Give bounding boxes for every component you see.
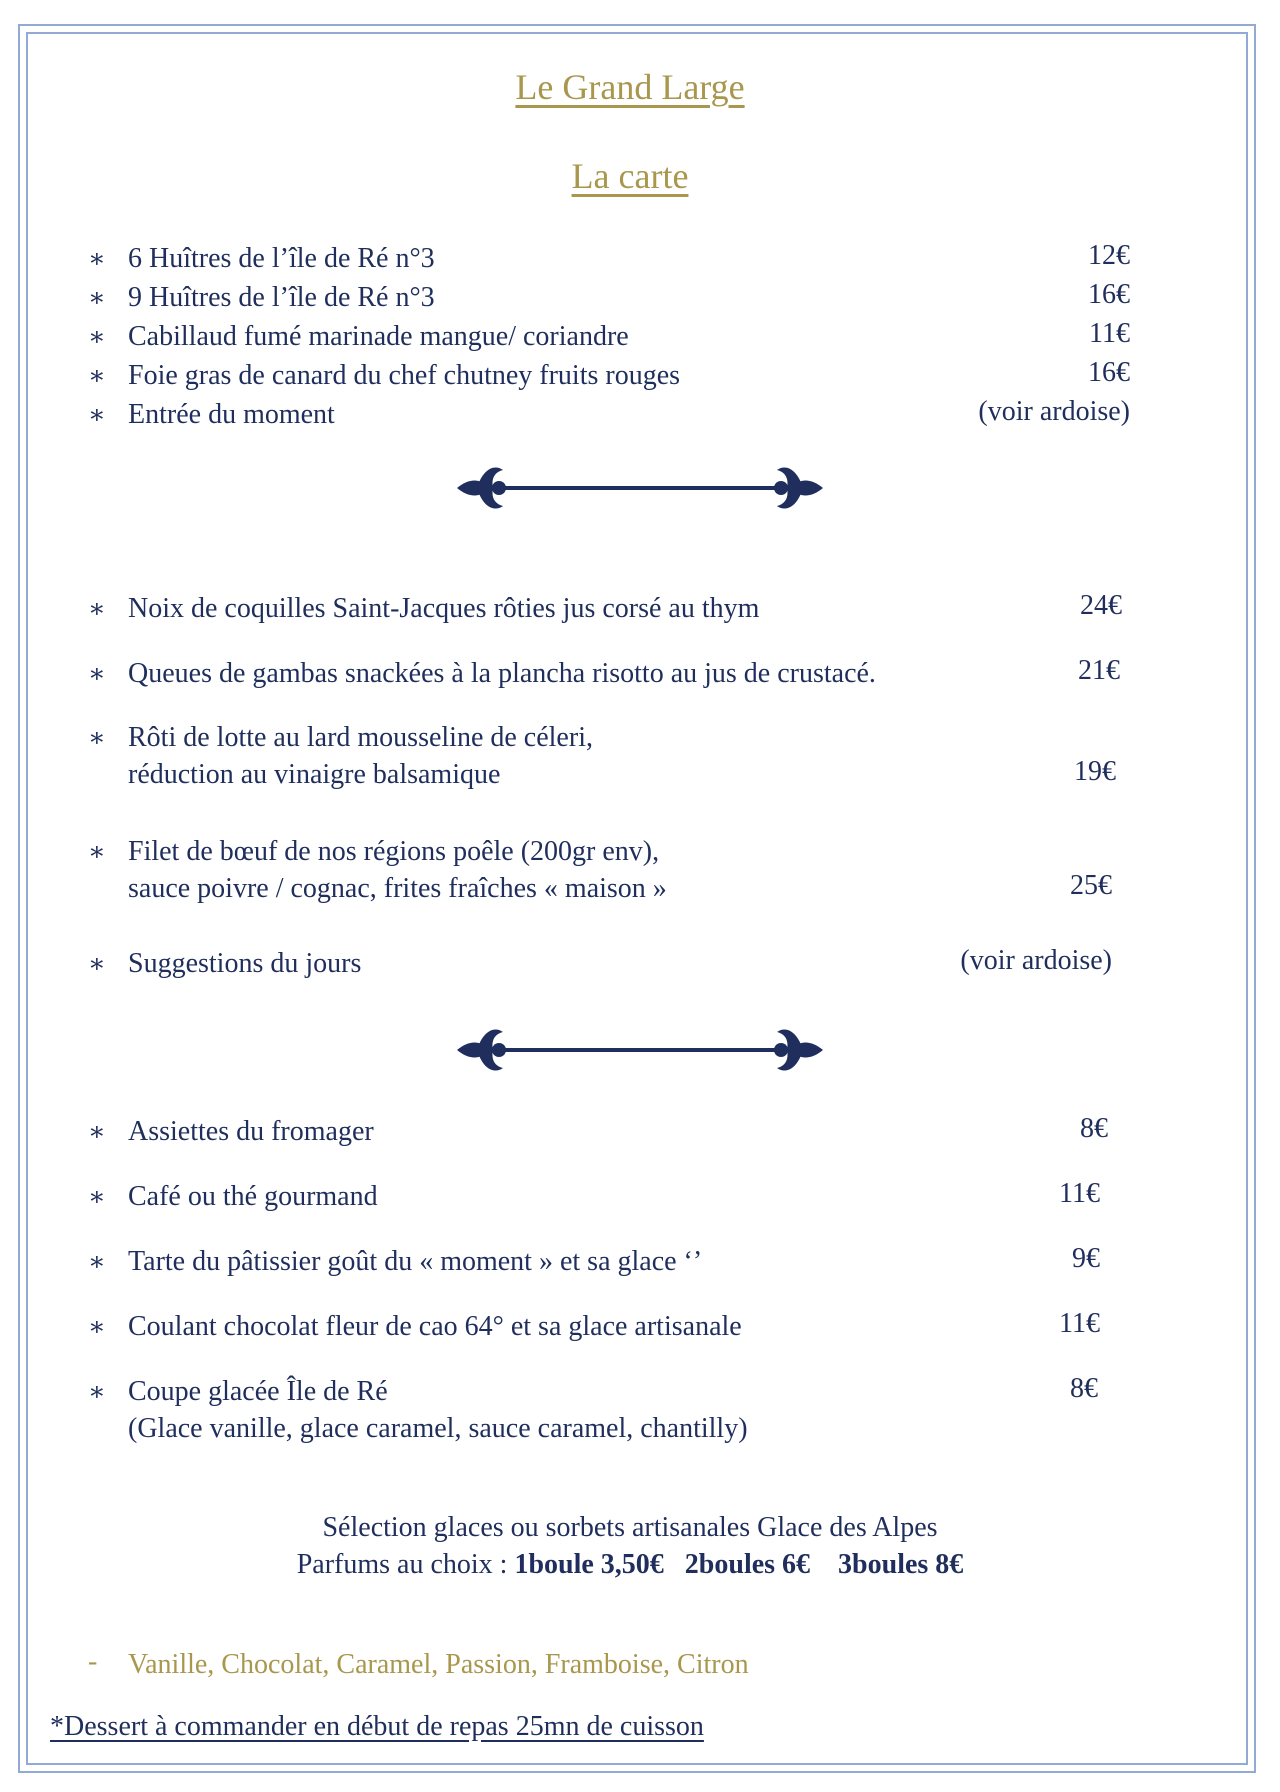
menu-item-price: 19€ xyxy=(1074,756,1116,787)
ice-cream-prefix: Parfums au choix : xyxy=(296,1549,515,1580)
bullet: ∗ xyxy=(88,283,106,312)
menu-subtitle: La carte xyxy=(571,156,689,196)
menu-item-name: Queues de gambas snackées à la plancha risotto au jus de crustacé. xyxy=(128,658,876,689)
dessert-footnote: *Dessert à commander en début de repas 25mn de cuisson xyxy=(50,1711,704,1742)
flavor-dash: - xyxy=(88,1646,98,1677)
restaurant-title: Le Grand Large xyxy=(515,67,745,107)
ice-cream-prices xyxy=(0,1546,1260,1583)
ornament-divider-icon xyxy=(455,1022,825,1078)
menu-item-name: Foie gras de canard du chef chutney fruits rouges xyxy=(128,360,681,391)
bullet: ∗ xyxy=(88,361,106,390)
menu-item-name-cont: réduction au vinaigre balsamique xyxy=(128,759,501,790)
menu-item-name: Cabillaud fumé marinade mangue/ coriandre xyxy=(128,321,629,352)
bullet: ∗ xyxy=(88,322,106,351)
bullet: ∗ xyxy=(88,837,106,866)
menu-item-price: 11€ xyxy=(1089,318,1130,349)
bullet: ∗ xyxy=(88,1247,106,1276)
menu-item-name: 9 Huîtres de l’île de Ré n°3 xyxy=(128,282,435,313)
menu-item-name-cont: (Glace vanille, glace caramel, sauce caramel, chantilly) xyxy=(128,1413,748,1444)
bullet: ∗ xyxy=(88,659,106,688)
bullet: ∗ xyxy=(88,594,106,623)
menu-item-price: 24€ xyxy=(1080,590,1122,621)
menu-item-price: 11€ xyxy=(1059,1178,1100,1209)
menu-item-name: Rôti de lotte au lard mousseline de céleri, xyxy=(128,722,593,753)
bullet: ∗ xyxy=(88,949,106,978)
menu-item-name: Assiettes du fromager xyxy=(128,1116,374,1147)
menu-item-price: 8€ xyxy=(1080,1113,1108,1144)
bullet: ∗ xyxy=(88,723,106,752)
menu-item-price: 25€ xyxy=(1070,870,1112,901)
menu-item-price: (voir ardoise) xyxy=(978,396,1130,427)
bullet: ∗ xyxy=(88,1312,106,1341)
menu-item-price: 21€ xyxy=(1078,655,1120,686)
bullet: ∗ xyxy=(88,1377,106,1406)
bullet: ∗ xyxy=(88,1117,106,1146)
menu-item-name: Filet de bœuf de nos régions poêle (200gr env), xyxy=(128,836,660,867)
menu-item-name: Entrée du moment xyxy=(128,399,335,430)
bullet: ∗ xyxy=(88,1182,106,1211)
menu-item-price: 12€ xyxy=(1088,240,1130,271)
flavor-list: Vanille, Chocolat, Caramel, Passion, Framboise, Citron xyxy=(128,1649,749,1680)
menu-item-name: 6 Huîtres de l’île de Ré n°3 xyxy=(128,243,435,274)
ornament-divider-icon xyxy=(455,460,825,516)
menu-item-name: Coupe glacée Île de Ré xyxy=(128,1376,388,1407)
bullet: ∗ xyxy=(88,400,106,429)
menu-item-name: Coulant chocolat fleur de cao 64° et sa glace artisanale xyxy=(128,1311,742,1342)
menu-item-price: 9€ xyxy=(1072,1243,1100,1274)
menu-item-price: 11€ xyxy=(1059,1308,1100,1339)
menu-item-name: Noix de coquilles Saint-Jacques rôties jus corsé au thym xyxy=(128,593,760,624)
menu-item-price: 8€ xyxy=(1070,1373,1098,1404)
menu-item-name: Tarte du pâtissier goût du « moment » et sa glace ‘’ xyxy=(128,1246,703,1277)
menu-item-price: 16€ xyxy=(1088,357,1130,388)
price-two-scoops: 2boules 6€ xyxy=(684,1549,811,1580)
menu-item-name: Café ou thé gourmand xyxy=(128,1181,378,1212)
menu-item-name-cont: sauce poivre / cognac, frites fraîches « maison » xyxy=(128,873,667,904)
ice-cream-selection: Sélection glaces ou sorbets artisanales Glace des Alpes xyxy=(322,1512,938,1543)
menu-item-price: (voir ardoise) xyxy=(960,945,1112,976)
menu-item-name: Suggestions du jours xyxy=(128,948,362,979)
bullet: ∗ xyxy=(88,244,106,273)
price-three-scoops: 3boules 8€ xyxy=(838,1549,964,1580)
menu-item-price: 16€ xyxy=(1088,279,1130,310)
price-one-scoop: 1boule 3,50€ xyxy=(514,1549,664,1580)
